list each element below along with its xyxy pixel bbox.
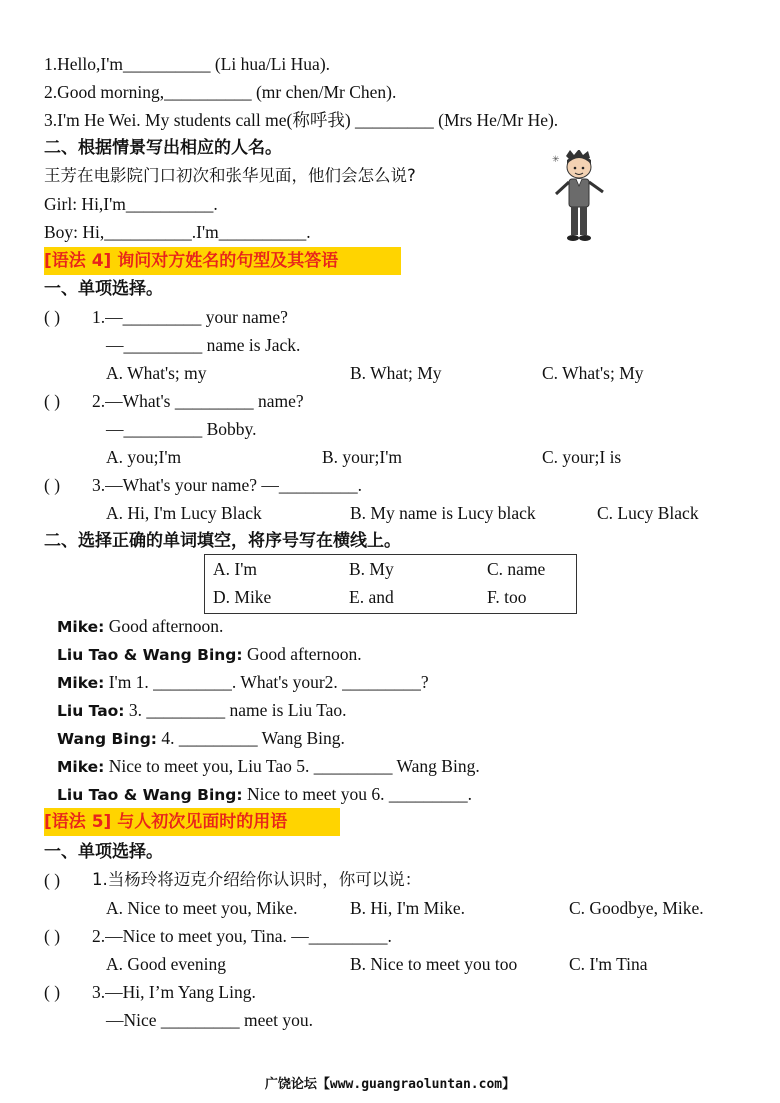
question-text: 1.—_________ your name? [92,307,288,327]
exercise-line-1: 1.Hello,I'm__________ (Li hua/Li Hua). [44,54,331,74]
answer-bracket[interactable]: ( ) [44,391,61,411]
option-a: A. Good evening [106,954,227,974]
cartoon-boy-illustration [548,150,610,242]
dialogue-text: Good afternoon. [242,644,362,664]
question-text: 2.—Nice to meet you, Tina. —_________. [92,926,392,946]
option-c: C. Goodbye, Mike. [569,898,704,918]
word-box [204,554,577,614]
girl-line: Girl: Hi,I'm__________. [44,194,218,214]
scenario-text: 王芳在电影院门口初次和张华见面，他们会怎么说? [44,166,416,185]
section-heading: 一、单项选择。 [44,279,163,299]
dialogue-line [57,754,480,779]
speaker-name: Liu Tao & Wang Bing: [57,786,243,804]
dialogue-text: Nice to meet you, Liu Tao 5. _________ Wang Bing. [104,756,480,776]
question-text: —_________ Bobby. [106,419,257,439]
option-b: B. What; My [350,363,442,383]
word-choice: A. I'm [213,559,257,579]
dialogue-line [57,614,223,639]
option-c: C. What's; My [542,363,644,383]
option-c: C. your;I is [542,447,622,467]
dialogue-line [57,782,472,807]
word-choice: F. too [487,587,527,607]
dialogue-text: 4. _________ Wang Bing. [157,728,345,748]
speaker-name: Mike: [57,758,105,776]
dialogue-text: Good afternoon. [104,616,224,636]
answer-bracket[interactable]: ( ) [44,870,61,890]
word-choice: C. name [487,559,546,579]
speaker-name: Mike: [57,618,105,636]
speaker-name: Liu Tao & Wang Bing: [57,646,243,664]
option-a: A. Hi, I'm Lucy Black [106,503,262,523]
question-text: —Nice _________ meet you. [106,1010,314,1030]
speaker-name: Wang Bing: [57,730,157,748]
dialogue-line [57,698,347,723]
dialogue-text: I'm 1. _________. What's your2. _________? [104,672,429,692]
word-choice: E. and [349,587,394,607]
word-choice: D. Mike [213,587,272,607]
option-b: B. My name is Lucy black [350,503,536,523]
answer-bracket[interactable]: ( ) [44,926,61,946]
section-heading: 二、选择正确的单词填空，将序号写在横线上。 [44,531,401,551]
dialogue-text: 3. _________ name is Liu Tao. [124,700,347,720]
answer-bracket[interactable]: ( ) [44,307,61,327]
speaker-name: Mike: [57,674,105,692]
option-b: B. Hi, I'm Mike. [350,898,465,918]
dialogue-line [57,642,362,667]
option-b: B. Nice to meet you too [350,954,518,974]
grammar-4-title: [语法 4] 询问对方姓名的句型及其答语 [44,251,339,271]
option-b: B. your;I'm [322,447,402,467]
dialogue-line [57,726,345,751]
option-a: A. What's; my [106,363,207,383]
dialogue-line [57,670,429,695]
option-c: C. I'm Tina [569,954,648,974]
exercise-line-2: 2.Good morning,__________ (mr chen/Mr Chen). [44,82,397,102]
question-text: 2.—What's _________ name? [92,391,304,411]
question-text: 1.当杨玲将迈克介绍给你认识时，你可以说： [92,870,422,889]
svg-text:✳: ✳ [552,155,560,165]
section-heading: 一、单项选择。 [44,842,163,862]
option-a: A. Nice to meet you, Mike. [106,898,298,918]
option-a: A. you;I'm [106,447,182,467]
question-text: —_________ name is Jack. [106,335,301,355]
exercise-line-3: 3.I'm He Wei. My students call me(称呼我) _________ (Mrs He/Mr He). [44,110,559,130]
answer-bracket[interactable]: ( ) [44,475,61,495]
section-heading: 二、根据情景写出相应的人名。 [44,138,282,158]
dialogue-text: Nice to meet you 6. _________. [242,784,473,804]
speaker-name: Liu Tao: [57,702,125,720]
answer-bracket[interactable]: ( ) [44,982,61,1002]
boy-line: Boy: Hi,__________.I'm__________. [44,222,311,242]
grammar-5-title: [语法 5] 与人初次见面时的用语 [44,812,288,832]
option-c: C. Lucy Black [597,503,699,523]
word-choice: B. My [349,559,394,579]
footer-watermark: 广饶论坛【www.guangraoluntan.com】 [264,1077,516,1092]
question-text: 3.—Hi, I’m Yang Ling. [92,982,256,1002]
question-text: 3.—What's your name? —_________. [92,475,362,495]
